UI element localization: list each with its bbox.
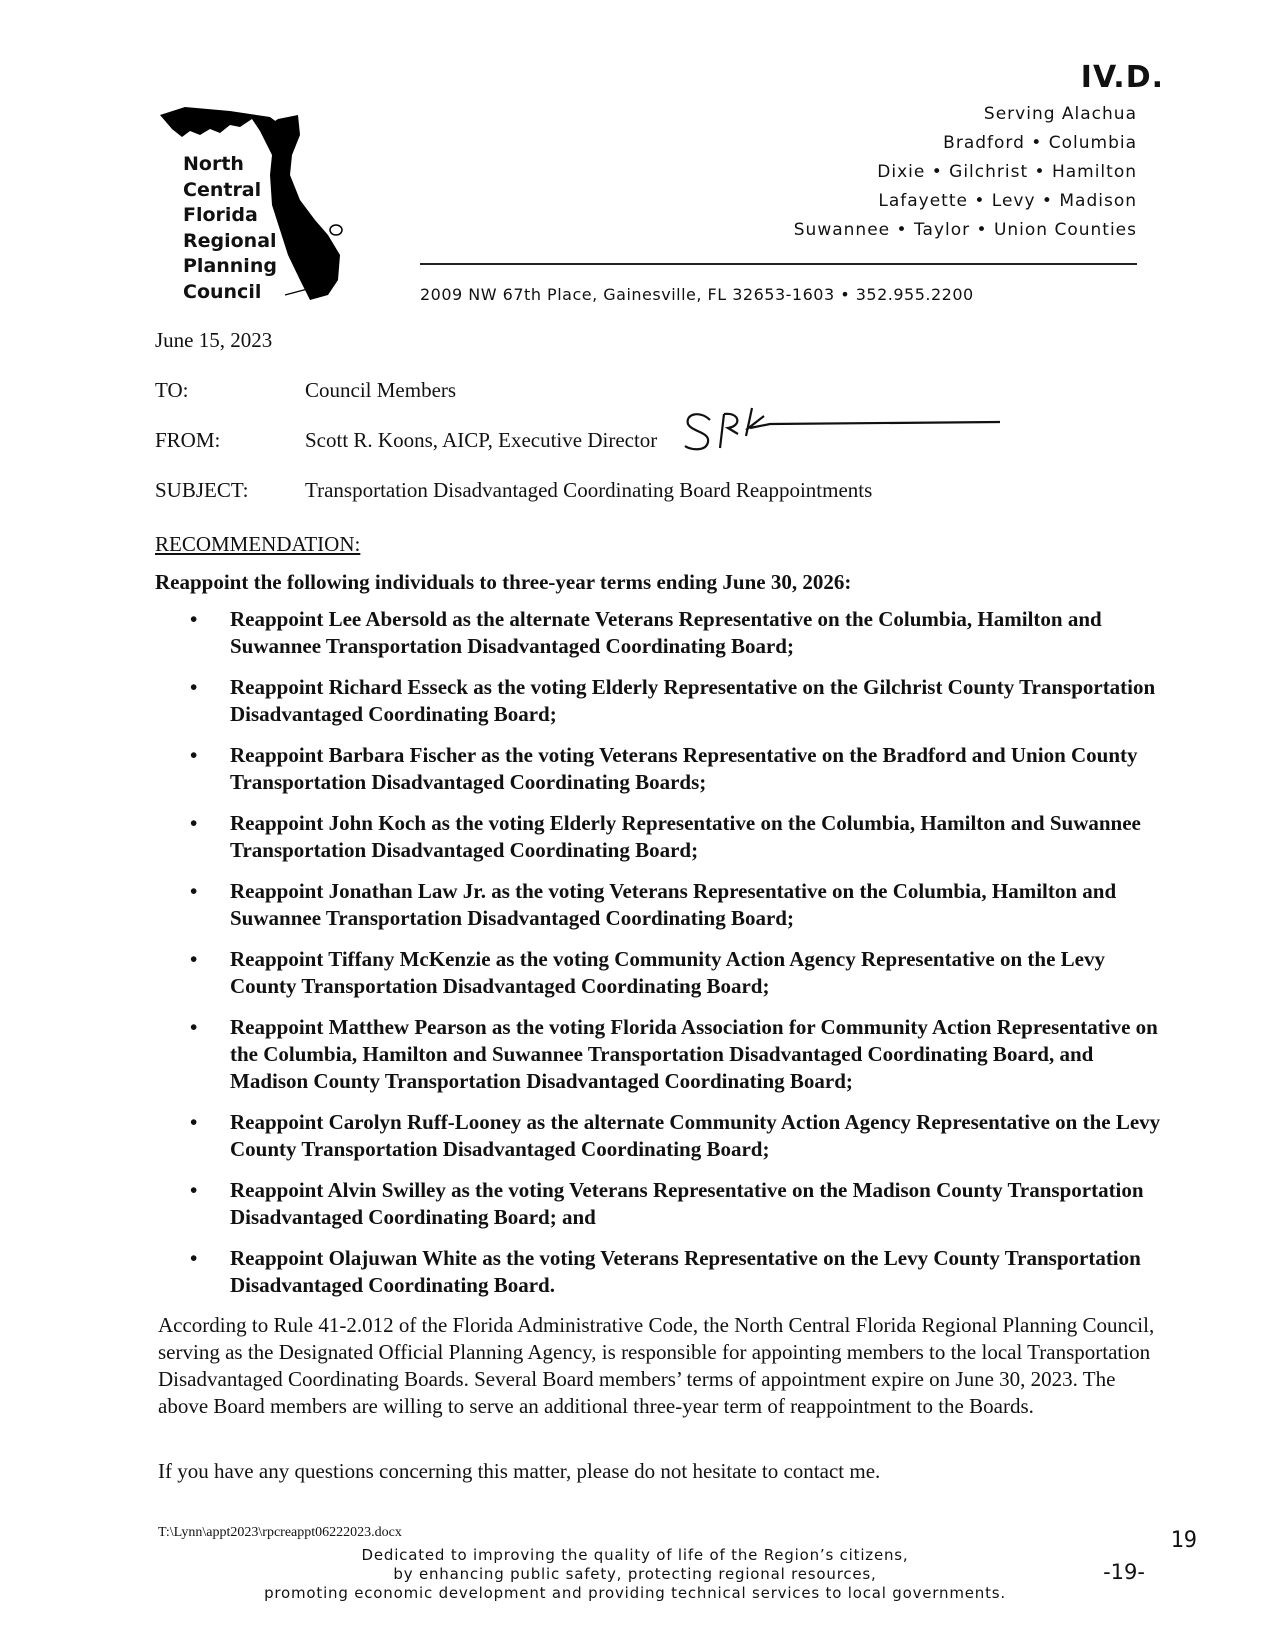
list-item-text: Reappoint Jonathan Law Jr. as the voting Veterans Representative on the Columbia, Hamilton and Suwannee Transportation Disadvantaged Coordinating Board; — [230, 879, 1117, 930]
counties-line: Serving Alachua — [983, 104, 1137, 124]
list-item — [190, 674, 1170, 728]
counties-line: Bradford • Columbia — [943, 133, 1137, 153]
bullet-icon: • — [190, 1110, 198, 1134]
organization-name — [183, 152, 277, 305]
recommendation-heading: RECOMMENDATION: — [155, 532, 361, 556]
agenda-item-code: IV.D. — [1080, 60, 1164, 95]
organization-address: 2009 NW 67th Place, Gainesville, FL 32653-1603 • 352.955.2200 — [420, 285, 974, 304]
list-item-text: Reappoint John Koch as the voting Elderly Representative on the Columbia, Hamilton and Suwannee Transportation Disadvantaged Coordinating Board; — [230, 811, 1141, 862]
org-name-line: Planning — [183, 255, 277, 277]
bullet-icon: • — [190, 947, 198, 971]
memo-date: June 15, 2023 — [155, 328, 273, 352]
memo-subject-value: Transportation Disadvantaged Coordinating Board Reappointments — [305, 478, 873, 502]
list-item — [190, 810, 1170, 864]
mission-line: by enhancing public safety, protecting regional resources, — [393, 1565, 877, 1583]
list-item-text: Reappoint Richard Esseck as the voting Elderly Representative on the Gilchrist County Transportation Disadvantaged Coordinating Board; — [230, 675, 1156, 726]
memo-subject-label: SUBJECT: — [155, 478, 249, 502]
bullet-icon: • — [190, 675, 198, 699]
mission-statement — [150, 1546, 1120, 1603]
body-paragraph: According to Rule 41-2.012 of the Florida Administrative Code, the North Central Florida Regional Planning Council, serving as the Designated Official Planning Agency, is responsible for appointing members to the local Transportation Disadvantaged Coordinating Boards. Several Board members’ terms of appointment expire on June 30, 2023. The above Board members are willing to serve an additional three-year term of reappointment to the Boards. — [158, 1313, 1155, 1418]
closing-paragraph: If you have any questions concerning this matter, please do not hesitate to contact me. — [158, 1459, 881, 1483]
list-item-text: Reappoint Tiffany McKenzie as the voting Community Action Agency Representative on the Levy County Transportation Disadvantaged Coordinating Board; — [230, 947, 1105, 998]
list-item-text: Reappoint Matthew Pearson as the voting Florida Association for Community Action Representative on the Columbia, Hamilton and Suwannee Transportation Disadvantaged Coordinating Board, and Madison County Transportation Disadvantaged Coordinating Board; — [230, 1015, 1158, 1093]
memo-to-row — [155, 378, 456, 403]
memo-subject-row — [155, 478, 872, 503]
recommendation-intro: Reappoint the following individuals to three-year terms ending June 30, 2026: — [155, 570, 852, 594]
list-item — [190, 606, 1170, 660]
bullet-icon: • — [190, 879, 198, 903]
page-number: -19- — [1103, 1560, 1145, 1584]
list-item-text: Reappoint Barbara Fischer as the voting Veterans Representative on the Bradford and Union County Transportation Disadvantaged Coordinating Boards; — [230, 743, 1138, 794]
memo-from-label: FROM: — [155, 428, 221, 452]
list-item — [190, 878, 1170, 932]
org-name-line: North — [183, 153, 244, 175]
org-name-line: Council — [183, 280, 262, 303]
mission-line: Dedicated to improving the quality of life of the Region’s citizens, — [361, 1546, 909, 1564]
bullet-icon: • — [190, 1246, 198, 1270]
org-name-line: Florida — [183, 204, 258, 226]
list-item — [190, 946, 1170, 1000]
memo-to-value: Council Members — [305, 378, 457, 402]
list-item — [190, 1177, 1170, 1231]
memo-to-label: TO: — [155, 378, 189, 402]
org-name-line: Regional — [183, 229, 277, 252]
list-item-text: Reappoint Olajuwan White as the voting Veterans Representative on the Levy County Transportation Disadvantaged Coordinating Board. — [230, 1246, 1141, 1297]
mission-line: promoting economic development and providing technical services to local governments. — [264, 1584, 1006, 1602]
list-item — [190, 1109, 1170, 1163]
handwritten-signature — [680, 400, 1010, 460]
list-item-text: Reappoint Carolyn Ruff-Looney as the alternate Community Action Agency Representative on the Levy County Transportation Disadvantaged Coordinating Board; — [230, 1110, 1161, 1161]
bullet-icon: • — [190, 1015, 198, 1039]
list-item-text: Reappoint Lee Abersold as the alternate Veterans Representative on the Columbia, Hamilton and Suwannee Transportation Disadvantaged Coordinating Board; — [230, 607, 1102, 658]
counties-line: Suwannee • Taylor • Union Counties — [793, 220, 1137, 240]
handwritten-page-number: 19 — [1170, 1528, 1197, 1553]
list-item — [190, 1245, 1170, 1299]
memo-from-row — [155, 428, 657, 453]
reappointment-list — [190, 606, 1170, 1313]
counties-line: Lafayette • Levy • Madison — [878, 191, 1137, 211]
counties-line: Dixie • Gilchrist • Hamilton — [877, 162, 1137, 182]
list-item-text: Reappoint Alvin Swilley as the voting Veterans Representative on the Madison County Transportation Disadvantaged Coordinating Board; and — [230, 1178, 1144, 1229]
file-path: T:\Lynn\appt2023\rpcreappt06222023.docx — [158, 1525, 402, 1540]
memo-from-value: Scott R. Koons, AICP, Executive Director — [305, 428, 658, 452]
org-name-line: Central — [183, 178, 262, 201]
list-item — [190, 1014, 1170, 1095]
list-item — [190, 742, 1170, 796]
header-divider — [420, 263, 1137, 265]
bullet-icon: • — [190, 1178, 198, 1202]
counties-served — [794, 100, 1137, 245]
bullet-icon: • — [190, 811, 198, 835]
bullet-icon: • — [190, 607, 198, 631]
bullet-icon: • — [190, 743, 198, 767]
